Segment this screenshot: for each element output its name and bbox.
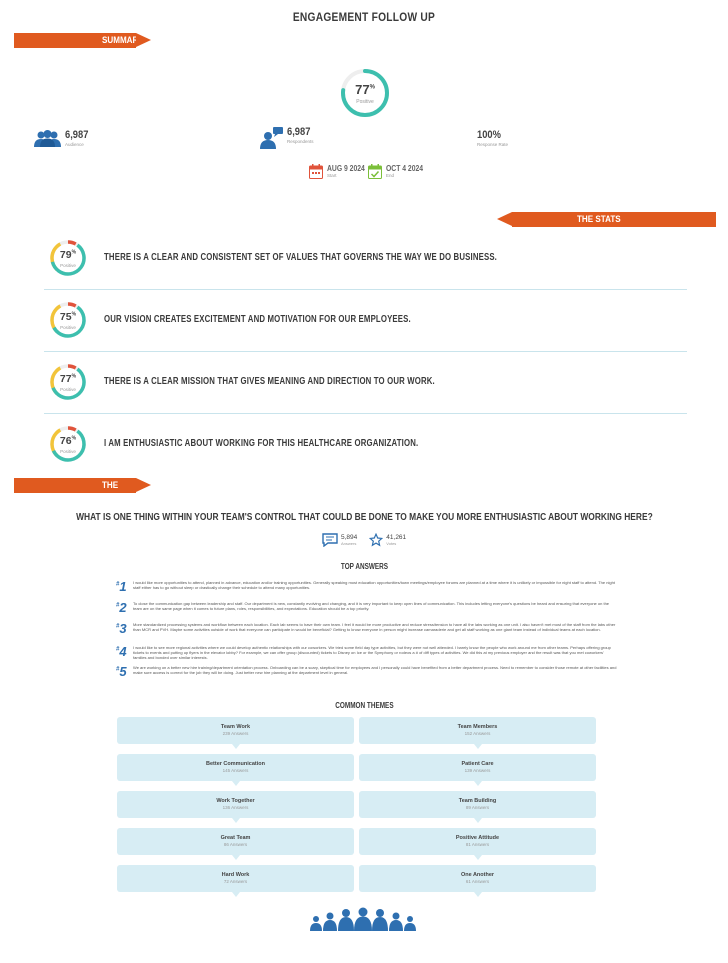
answer-text: To close the communication gap between leadership and staff. Our department is new, constantly evolving and changing, and it is very important to keep open lines of communication. This includes letting everyone's questions be heard and ensuring that everyone on the team are on the same page when it comes to future plans, roles, responsibilities, and expectations. Education should be a top priority. — [133, 601, 610, 611]
theme-bubble[interactable] — [359, 828, 596, 855]
answer-text: I would like to see more regional activities where we could develop authentic relationships with our coworkers. We tried some field day type activities, but they were not well attended. I barely know the people who work around me from other teams. Perhaps offering group tickets to events and putting up flyers in the elevator lobby? For example, we can offer group (discounted) tickets to Disney on Ice or the Symphony or rodeos a # of diff types of activities. We did this at my previous employer and the result was that you met coworkers' families and bonded over similar interests. — [133, 645, 611, 660]
theme-bubble[interactable] — [117, 717, 354, 744]
respondent-icon — [260, 127, 284, 149]
answer-text: More standardized processing systems and workflow between each location. Each lab seems to have their own team. I feel it would be more productive and reduce stress/tension to have all the labs working as one unit. I also haven't met most of the staff from the labs other than MCR and PVH. Maybe some activities outside of work that everyone can participate in would be beneficial? Getting to know everyone in person might increase camaraderie and get all staff working as one giant team instead of individual teams at each location. — [133, 622, 616, 632]
summary-gauge-label: Positive — [356, 99, 374, 105]
stat-statement: OUR VISION CREATES EXCITEMENT AND MOTIVATION FOR OUR EMPLOYEES. — [104, 314, 411, 325]
summary-banner: SUMMARY — [14, 33, 136, 48]
theme-bubble[interactable] — [117, 865, 354, 892]
summary-gauge — [339, 67, 391, 119]
answers-icon — [322, 533, 338, 547]
theme-name: Great Team — [220, 835, 251, 841]
response-rate-label: Response Rate — [477, 142, 509, 147]
theme-bubble[interactable] — [117, 828, 354, 855]
answer-rank: #4 — [116, 644, 127, 659]
stat-gauge — [48, 424, 88, 464]
answer-rank: #1 — [116, 579, 127, 594]
calendar-check-icon — [368, 164, 382, 179]
stat-row — [44, 414, 687, 476]
respondents-label: Respondents — [287, 139, 314, 144]
audience-metric — [34, 130, 93, 148]
start-date-label: Start — [327, 173, 337, 178]
stat-statement: THERE IS A CLEAR MISSION THAT GIVES MEANING AND DIRECTION TO OUR WORK. — [104, 376, 435, 387]
stat-value: 77% — [59, 373, 77, 385]
theme-name: Better Communication — [206, 761, 265, 767]
theme-name: Team Members — [457, 724, 498, 730]
theme-answers: 136 Answers — [222, 805, 249, 810]
stat-value: 79% — [59, 249, 77, 261]
theme-name: Hard Work — [221, 872, 250, 878]
answer-rank: #5 — [116, 664, 127, 679]
answer-rank: #3 — [116, 621, 127, 636]
respondents-metric — [260, 127, 315, 149]
answer-text: I would like more opportunities to attend, planned in advance, education and/or training opportunities. Generally speaking most education opportunities/town meetings/employee forums are planned at a time where it is unlikely or impossible for night staff to attend. The night staff either has to go without sleep or drastically change their schedule to attend many opportunities. — [133, 580, 615, 590]
stat-value: 76% — [59, 435, 77, 447]
top-answers-heading: TOP ANSWERS — [340, 562, 388, 571]
stat-label: Positive — [60, 263, 76, 268]
answer-rank: #2 — [116, 600, 127, 615]
theme-answers: 139 Answers — [464, 768, 491, 773]
stat-label: Positive — [60, 449, 76, 454]
audience-icon — [34, 130, 62, 148]
theme-answers: 152 Answers — [464, 731, 491, 736]
star-icon — [369, 533, 383, 547]
start-date — [309, 164, 371, 179]
answers-count-label: Answers — [341, 541, 357, 546]
stat-row — [44, 352, 687, 414]
theme-bubble[interactable] — [359, 717, 596, 744]
respondents-value: 6,987 — [287, 126, 311, 138]
calendar-icon — [309, 164, 323, 179]
response-rate-metric — [477, 130, 508, 147]
stat-gauge — [48, 362, 88, 402]
stat-gauge — [48, 300, 88, 340]
theme-answers: 81 Answers — [465, 842, 490, 847]
page-title: ENGAGEMENT FOLLOW UP — [292, 10, 436, 24]
audience-label: Audience — [65, 142, 84, 147]
stat-gauge — [48, 238, 88, 278]
theme-bubble[interactable] — [359, 791, 596, 818]
common-themes-heading: COMMON THEMES — [334, 701, 394, 710]
summary-gauge-value: 77% — [355, 82, 375, 97]
voice-banner: THE VOICE — [14, 478, 136, 493]
theme-bubble[interactable] — [117, 791, 354, 818]
stats-banner: THE STATS — [512, 212, 716, 227]
stat-row — [44, 228, 687, 290]
theme-answers: 239 Answers — [222, 731, 249, 736]
theme-answers: 145 Answers — [222, 768, 249, 773]
theme-name: Work Together — [216, 798, 255, 804]
answer-text: We are working on a better new hire training/department orientation process. Onboarding can be a scary, skeptical time for employees and I personally could have benefited from a better department process. Need to remember to consider those remote at other facilities and make sure access is correct for the job they will be doing. Just better new hire planning at the department level in general. — [133, 665, 617, 675]
voice-counts — [322, 533, 406, 547]
end-date-value: OCT 4 2024 — [386, 164, 424, 173]
theme-name: Positive Attitude — [455, 835, 500, 841]
theme-name: Team Work — [220, 724, 251, 730]
stat-label: Positive — [60, 325, 76, 330]
theme-answers: 86 Answers — [223, 842, 248, 847]
theme-name: Patient Care — [461, 761, 494, 767]
start-date-value: AUG 9 2024 — [327, 164, 365, 173]
votes-count-label: Votes — [386, 541, 397, 546]
theme-bubble[interactable] — [359, 865, 596, 892]
stat-label: Positive — [60, 387, 76, 392]
stat-value: 75% — [59, 311, 77, 323]
theme-answers: 72 Answers — [223, 879, 248, 884]
theme-bubble[interactable] — [359, 754, 596, 781]
audience-value: 6,987 — [65, 129, 89, 141]
theme-answers: 89 Answers — [465, 805, 490, 810]
people-group-icon — [308, 907, 418, 931]
votes-count-value: 41,261 — [386, 534, 407, 541]
stat-statement: THERE IS A CLEAR AND CONSISTENT SET OF VALUES THAT GOVERNS THE WAY WE DO BUSINESS. — [104, 252, 498, 263]
theme-answers: 61 Answers — [465, 879, 490, 884]
stat-statement: I AM ENTHUSIASTIC ABOUT WORKING FOR THIS HEALTHCARE ORGANIZATION. — [104, 438, 419, 449]
theme-name: Team Building — [458, 798, 497, 804]
theme-name: One Another — [460, 872, 495, 878]
theme-bubble[interactable] — [117, 754, 354, 781]
answers-count-value: 5,894 — [341, 534, 358, 541]
end-date-label: End — [386, 173, 395, 178]
summary-card — [14, 40, 700, 212]
stat-row — [44, 290, 687, 352]
end-date — [368, 164, 430, 179]
response-rate-value: 100% — [477, 129, 501, 141]
voice-question: WHAT IS ONE THING WITHIN YOUR TEAM'S CONTROL THAT COULD BE DONE TO MAKE YOU MORE ENTHUSIASTIC ABOUT WORKING HERE? — [75, 511, 653, 523]
